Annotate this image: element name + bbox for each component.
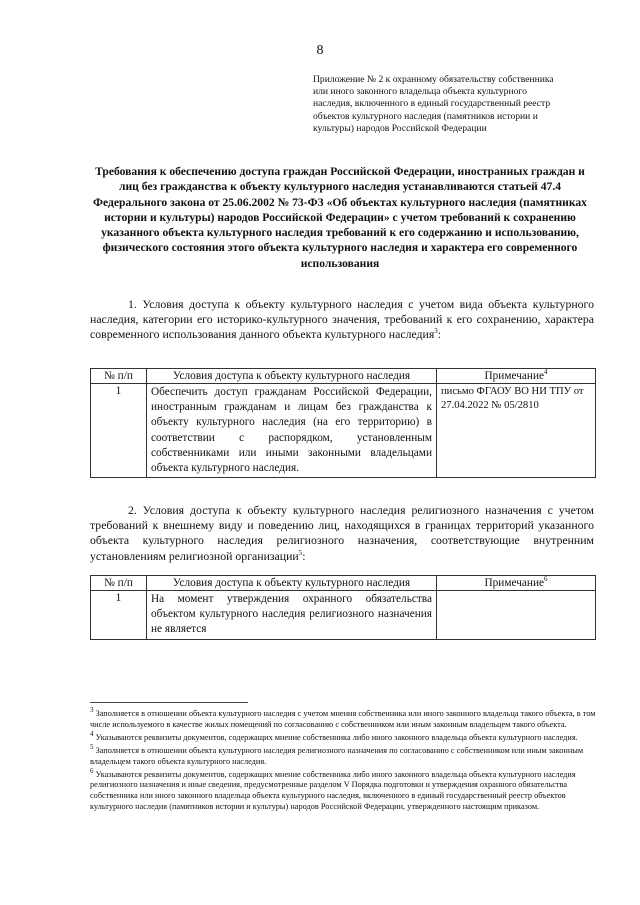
header-note-label: Примечание (484, 577, 545, 589)
header-note (437, 369, 596, 384)
footnote-text: Указываются реквизиты документов, содержащих мнение собственника либо иного законного владельца объекта культурного наследия. (95, 732, 578, 742)
table-row (91, 384, 596, 478)
footnote-text: Указываются реквизиты документов, содержащих мнение собственника либо иного законного владельца объекта культурного наследия религиозного назначения и иные сведения, предусмотренные разделом V Порядка подготовки и утверждения охранного обязательства собственника или иного законного владельца объекта культурного наследия, включенного в единый государственный реестр объектов культурного наследия (памятников истории и культуры) народов Российской Федерации, утвержденного настоящим приказом. (90, 769, 576, 812)
footnote-ref-6: 6 (544, 575, 548, 584)
footnote-number: 6 (90, 766, 94, 775)
appendix-note: Приложение № 2 к охранному обязательству собственника или иного законного владельца объекта культурного наследия, включенного в единый государственный реестр объектов культурного наследия (памятников истории и культуры) народов Российской Федерации (313, 74, 554, 134)
footnote (90, 742, 596, 768)
footnote-number: 4 (90, 730, 94, 739)
religious-access-table (90, 575, 596, 640)
footnote-ref-4: 4 (544, 368, 548, 377)
document-title: Требования к обеспечению доступа граждан Российской Федерации, иностранных граждан и лиц без гражданства к объекту культурного наследия устанавливаются статьей 47.4 Федерального закона от 25.06.2002 № 73-ФЗ «Об объектах культурного наследия (памятниках истории и культуры) народов Российской Федерации» с учетом требований к сохранению указанного объекта культурного наследия требований к его содержанию и использованию, физического состояния этого объекта культурного наследия и характера его современного использования (93, 165, 587, 270)
row-conditions: Обеспечить доступ гражданам Российской Федерации, иностранным гражданам и лицам без гражданства к объекту культурного наследия (на его территорию) в соответствии с распорядком, установленным собственниками или иными законными владельцами объекта культурного наследия. (147, 384, 437, 478)
header-num: № п/п (91, 576, 147, 591)
footnote-number: 3 (90, 706, 94, 715)
page-number: 8 (316, 43, 324, 58)
footnote-number: 5 (90, 742, 94, 751)
table-header-row (91, 576, 596, 591)
table-header-row (91, 369, 596, 384)
section-2-paragraph: 2. Условия доступа к объекту культурного наследия религиозного назначения с учетом требований к внешнему виду и поведению лиц, находящихся в границах территорий указанного объекта культурного наследия религиозного назначения, соответствующие внутренним установлениям религиозной организации$^5$: (90, 503, 594, 563)
footnote (90, 706, 596, 731)
header-conditions: Условия доступа к объекту культурного наследия (147, 369, 437, 384)
footnote-ref-3: 3 (434, 327, 438, 336)
table-row (91, 591, 596, 640)
section-1-text: 1. Условия доступа к объекту культурного наследия с учетом вида объекта культурного наследия, категории его историко-культурного значения, требований к его сохранению, характера современного использования данного объекта культурного наследия (90, 297, 594, 342)
header-note-label: Примечание (484, 370, 545, 382)
header-num: № п/п (91, 369, 147, 384)
header-note (437, 576, 596, 591)
footnote-divider (90, 702, 248, 703)
section-2-text: 2. Условия доступа к объекту культурного наследия религиозного назначения с учетом требований к внешнему виду и поведению лиц, находящихся в границах территорий указанного объекта культурного наследия религиозного назначения, соответствующие внутренним установлениям религиозной организации (90, 503, 594, 563)
footnote (90, 766, 596, 814)
footnote-text: Заполняется в отношении объекта культурного наследия религиозного назначения по согласованию с собственником или иным законным владельцем такого объекта культурного наследия. (90, 745, 584, 766)
footnote (90, 730, 596, 744)
row-num: 1 (91, 591, 147, 640)
header-conditions: Условия доступа к объекту культурного наследия (147, 576, 437, 591)
access-conditions-table (90, 368, 596, 478)
footnotes (90, 706, 596, 815)
row-num: 1 (91, 384, 147, 478)
row-note: письмо ФГАОУ ВО НИ ТПУ от 27.04.2022 № 05/2810 (437, 384, 596, 478)
footnote-text: Заполняется в отношении объекта культурного наследия с учетом мнения собственника или иного законного владельца такого объекта, в том числе используемого в качестве жилых помещений по согласованию с собственником или иным законным владельцем такого объекта. (90, 709, 596, 729)
section-1-paragraph: 1. Условия доступа к объекту культурного наследия с учетом вида объекта культурного наследия, категории его историко-культурного значения, требований к его сохранению, характера современного использования данного объекта культурного наследия$^3$: (90, 297, 594, 342)
row-note (437, 591, 596, 640)
footnote-ref-5: 5 (298, 548, 303, 557)
row-conditions: На момент утверждения охранного обязательства объектом культурного наследия религиозного назначения не является (147, 591, 437, 640)
